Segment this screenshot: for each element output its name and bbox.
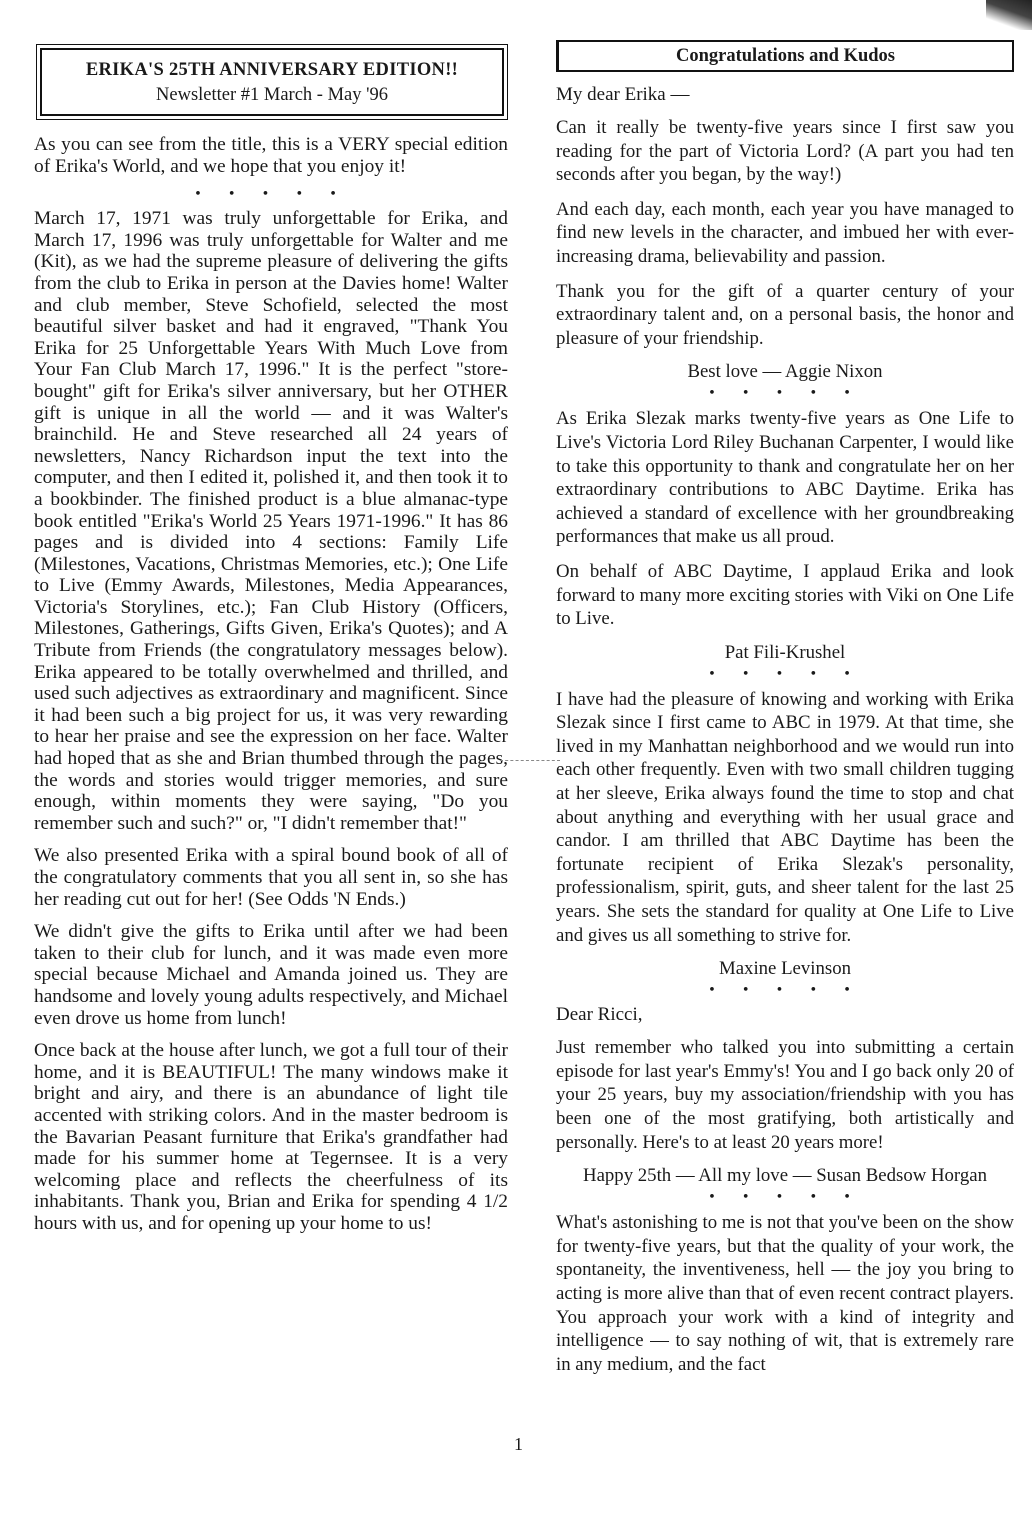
newsletter-title: ERIKA'S 25TH ANNIVERSARY EDITION!! [85,60,459,80]
star-divider: • • • • • [194,187,348,203]
message-1-paragraph-2: And each day, each month, each year you have managed to find new levels in the character, and imbued her with ever-increasing drama, believability and passion. [556,198,1014,267]
message-1-paragraph-3: Thank you for the gift of a quarter century of your extraordinary talent and, on a personal basis, the honor and pleasure of your friendship. [556,280,1014,349]
page-number: 1 [514,1434,523,1454]
left-column [34,40,508,1246]
intro-paragraph: As you can see from the title, this is a VERY special edition of Erika's World, and we hope that you enjoy it! [34,134,508,177]
newsletter-title-box [40,48,504,116]
message-4-greeting: Dear Ricci, [556,1004,643,1026]
article-paragraph-4: Once back at the house after lunch, we got a full tour of their home, and it is BEAUTIFUL! The many windows make it bright and airy, and there is an abundance of light tile accented with striking colors. And in the master bedroom is the Bavarian Peasant furniture that Erika's grandfather had made for his summer home at Tegernsee. It is a very welcoming place and reflects the cheerfulness of its inhabitants. Thank you, Brian and Erika for spending 4 1/2 hours with us, and for opening up your home to us! [34,1040,508,1234]
scan-corner-mark [986,0,1032,30]
message-5-paragraph-1: What's astonishing to me is not that you've been on the show for twenty-five years, but that the quality of your work, the spontaneity, the inventiveness, hell — the joy you bring to acting is more alive than that of even recent contract players. You approach your work with a kind of integrity and intelligence — to say nothing of wit, that is extremely rare in any medium, and the fact [556,1212,1014,1375]
message-4-paragraph-1: Just remember who talked you into submitting a certain episode for last year's Emmy's! You and I go back only 20 of your 25 years, buy my association/friendship with you has been one of the most gratifying, both artistically and personally. Here's to at least 20 years more! [556,1037,1014,1153]
star-divider: • • • • • [708,1190,862,1206]
section-heading: Congratulations and Kudos [556,40,1014,72]
article-paragraph-3: We didn't give the gifts to Erika until after we had been taken to their club for lunch, and it was made even more special because Michael and Amanda joined us. They are handsome and lovely young adults respectively, and Michael even drove us home from lunch! [34,921,508,1029]
message-1-paragraph-1: Can it really be twenty-five years since I first saw you reading for the part of Victoria Lord? (A part you had ten seconds after you began, by the way!) [556,117,1014,186]
article-paragraph-2: We also presented Erika with a spiral bound book of all of the congratulatory comments that you all sent in, so she has her reading cut out for her! (See Odds 'N Ends.) [34,845,508,910]
message-1-greeting: My dear Erika — [556,84,690,105]
right-column [556,40,1014,1387]
message-2-signature: Pat Fili-Krushel [724,641,846,663]
message-3-signature: Maxine Levinson [719,958,851,980]
star-divider: • • • • • [708,666,862,682]
message-1-signature: Best love — Aggie Nixon [687,361,883,383]
star-divider: • • • • • [708,983,862,999]
star-divider: • • • • • [708,386,862,402]
message-2-paragraph-1: As Erika Slezak marks twenty-five years as One Life to Live's Victoria Lord Riley Buchanan Carpenter, I would like to take this opportunity to thank and congratulate her on her extraordinary contributions to ABC Daytime. Erika has achieved a standard of excellence with her groundbreaking performances that make us all proud. [556,408,1014,548]
newsletter-subtitle: Newsletter #1 March - May '96 [156,85,388,105]
message-2-paragraph-2: On behalf of ABC Daytime, I applaud Erika and look forward to many more exciting stories with Viki on One Life to Live. [556,560,1014,630]
scan-dash-mark [500,760,560,761]
message-3-paragraph-1: I have had the pleasure of knowing and working with Erika Slezak since I first came to ABC in 1979. At that time, she lived in my Manhattan neighborhood and we would run into each other frequently. Even with two small children tugging at her sleeve, Erika always found the time to stop and chat about anything and everything with her usual grace and candor. I am thrilled that ABC Daytime has been the fortunate recipient of Erika Slezak's personality, professionalism, spirit, guts, and sheer talent for the last 25 years. She sets the standard for quality at One Life to Live and gives us all something to strive for. [556,688,1014,946]
message-4-signature: Happy 25th — All my love — Susan Bedsow Horgan [583,1165,987,1187]
article-paragraph-1: March 17, 1971 was truly unforgettable for Erika, and March 17, 1996 was truly unforgettable for Walter and me (Kit), as we had the supreme pleasure of delivering the gifts from the club to Erika in person at the Davies home! Walter and club member, Steve Schofield, selected the most beautiful silver basket and had it engraved, "Thank You Erika for 25 Unforgettable Years With Much Love from Your Fan Club March 17, 1996." It is the perfect "store-bought" gift for Erika's silver anniversary, but her OTHER gift is unique in all the world — and it was Walter's brainchild. He and Steve researched all 24 years of newsletters, Nancy Richardson input the text into the computer, and then I edited it, polished it, and then took it to a bookbinder. The finished product is a blue almanac-type book entitled "Erika's World 25 Years 1971-1996." It has 86 pages and is divided into 4 sections: Family Life (Milestones, Vacations, Christmas Memories, etc.); One Life to Live (Emmy Awards, Milestones, Media Appearances, Victoria's Storylines, etc.); Fan Club History (Officers, Milestones, Gatherings, Gifts Given, Erika's Quotes); and A Tribute from Friends (the congratulatory messages below). Erika appeared to be totally overwhelmed and thrilled, and used such adjectives as extraordinary and magnificent. Since it had been such a big project for us, it was very rewarding to hear her praise and see the expression on her face. Walter had hoped that as she and Brian thumbed through the pages, the words and stories would trigger memories, and sure enough, within moments they were saying, "Do you remember such and such?" or, "I didn't remember that!" [34,208,508,834]
